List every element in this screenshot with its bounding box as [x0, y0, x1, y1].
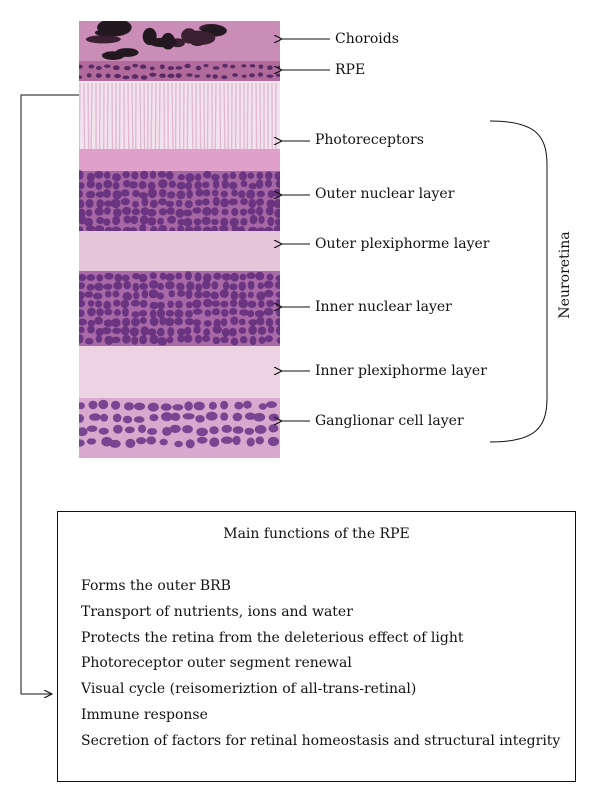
function-item: Protects the retina from the deleterious effect of light — [81, 629, 464, 646]
label-outer-nuclear-layer: Outer nuclear layer — [315, 186, 455, 202]
rpe-functions-title: Main functions of the RPE — [223, 526, 410, 542]
label-ganglion-cell-layer: Ganglionar cell layer — [315, 413, 464, 429]
function-item: Immune response — [81, 706, 208, 723]
label-neuroretina: Neuroretina — [557, 231, 573, 319]
label-inner-nuclear-layer: Inner nuclear layer — [315, 299, 452, 315]
label-inner-plexiform-layer: Inner plexiphorme layer — [315, 363, 487, 379]
function-item: Photoreceptor outer segment renewal — [81, 655, 352, 672]
label-choroids: Choroids — [335, 31, 399, 47]
label-photoreceptors: Photoreceptors — [315, 132, 424, 148]
rpe-functions-box — [57, 511, 576, 782]
label-outer-plexiform-layer: Outer plexiphorme layer — [315, 236, 490, 252]
rpe-functions-list — [81, 578, 560, 759]
function-item: Visual cycle (reisomeriztion of all-trans-retinal) — [81, 681, 417, 698]
function-item: Forms the outer BRB — [81, 578, 231, 594]
function-item: Secretion of factors for retinal homeostasis and structural integrity — [81, 732, 561, 749]
neuroretina-bracket — [490, 121, 547, 442]
label-rpe: RPE — [335, 62, 366, 78]
function-item: Transport of nutrients, ions and water — [81, 603, 353, 620]
